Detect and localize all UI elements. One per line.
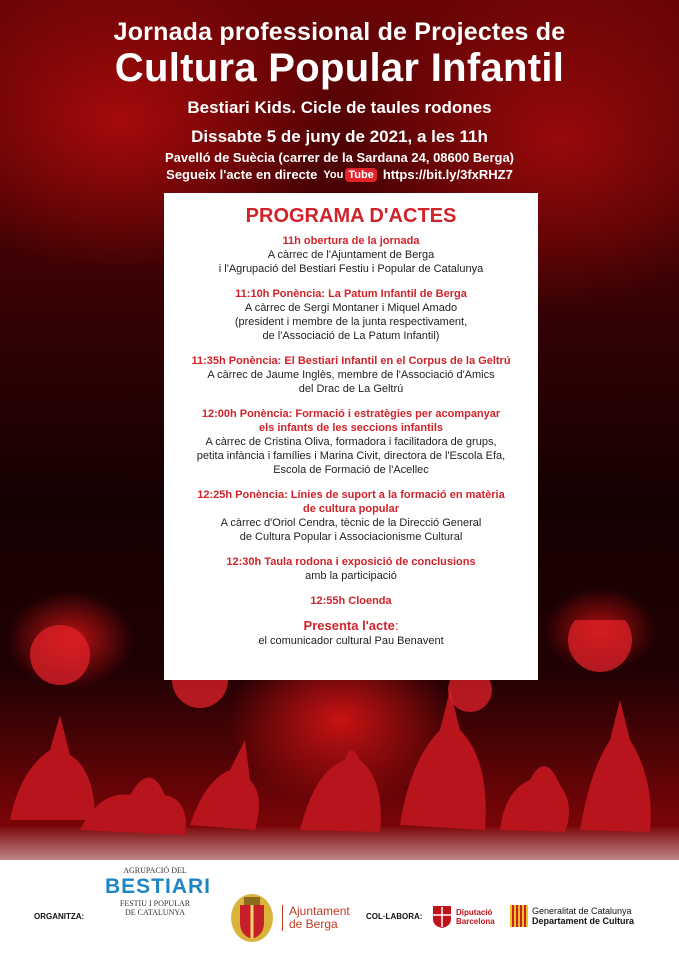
- colabora-label: COL·LABORA:: [366, 912, 423, 921]
- item-title: 11:10h Ponència: La Patum Infantil de Berga: [235, 288, 467, 300]
- bestiari-sub2: DE CATALUNYA: [124, 908, 186, 917]
- organitza-label: ORGANITZA:: [34, 912, 85, 921]
- item-line: (president i membre de la junta respectivament,: [234, 316, 468, 328]
- generalitat-line-1: Generalitat de Catalunya: [532, 906, 632, 916]
- presenter-label: Presenta l'acte: [303, 618, 395, 633]
- program-title: PROGRAMA D'ACTES: [245, 205, 457, 227]
- item-line: A càrrec de l'Ajuntament de Berga: [267, 249, 435, 261]
- item-line: de l'Associació de La Patum Infantil): [262, 330, 440, 342]
- berga-shield-icon: [230, 893, 274, 943]
- item-title: 12:55h Cloenda: [310, 595, 392, 607]
- item-title: 11h obertura de la jornada: [282, 235, 420, 247]
- diputacio-line-1: Diputació: [456, 908, 493, 917]
- ajuntament-logo: [230, 893, 350, 943]
- diputacio-line-2: Barcelona: [456, 917, 495, 926]
- bestiari-name: BESTIARI: [105, 875, 212, 898]
- diputacio-shield-icon: [432, 905, 452, 929]
- item-title: 12:25h Ponència: Línies de suport a la formació en matèria: [197, 489, 505, 501]
- program-item: [164, 407, 538, 477]
- generalitat-line-2: Departament de Cultura: [532, 916, 635, 926]
- title-line-1: Jornada professional de Projectes de: [113, 18, 566, 46]
- item-line: petita infància i famílies i Marina Civit, directora de l'Escola Efa,: [196, 450, 506, 462]
- program-box: [164, 193, 538, 680]
- item-line: A càrrec de Jaume Inglès, membre de l'Associació d'Amics: [207, 369, 495, 381]
- bestiari-logo: [105, 866, 212, 917]
- youtube-icon: [323, 168, 376, 182]
- program-item: [164, 555, 538, 583]
- item-line: i l'Agrupació del Bestiari Festiu i Popular de Catalunya: [218, 263, 484, 275]
- item-line: A càrrec de Sergi Montaner i Miquel Amado: [244, 302, 458, 314]
- item-line: amb la participació: [305, 570, 397, 582]
- youtube-you: You: [323, 168, 344, 181]
- item-title: 12:30h Taula rodona i exposició de conclusions: [226, 556, 476, 568]
- item-line: Escola de Formació de l'Acellec: [273, 464, 429, 476]
- diputacio-logo: [432, 905, 495, 929]
- presenter-name: el comunicador cultural Pau Benavent: [258, 635, 444, 647]
- presenter-block: [164, 619, 538, 648]
- youtube-tube: Tube: [345, 168, 376, 182]
- stream-link[interactable]: https://bit.ly/3fxRHZ7: [382, 167, 513, 182]
- event-date: Dissabte 5 de juny de 2021, a les 11h: [191, 127, 488, 146]
- bestiari-sub1: FESTIU I POPULAR: [119, 899, 191, 908]
- item-line: de Cultura Popular i Associacionisme Cultural: [239, 531, 463, 543]
- subtitle: Bestiari Kids. Cicle de taules rodones: [187, 98, 492, 117]
- item-line: A càrrec de Cristina Oliva, formadora i facilitadora de grups,: [205, 436, 497, 448]
- item-title-cont: els infants de les seccions infantils: [258, 422, 443, 434]
- generalitat-logo: [510, 905, 634, 927]
- bestiari-top: AGRUPACIÓ DEL: [123, 866, 187, 875]
- program-item: [164, 488, 538, 544]
- event-venue: Pavelló de Suècia (carrer de la Sardana 24, 08600 Berga): [164, 150, 515, 165]
- item-title: 11:35h Ponència: El Bestiari Infantil en el Corpus de la Geltrú: [191, 355, 511, 367]
- item-line: del Drac de La Geltrú: [298, 383, 404, 395]
- item-title-cont: de cultura popular: [303, 503, 399, 515]
- ajuntament-line-2: de Berga: [289, 917, 338, 931]
- program-item: [164, 594, 538, 608]
- item-title: 12:00h Ponència: Formació i estratègies per acompanyar: [201, 408, 501, 420]
- stream-line: [0, 167, 679, 182]
- generalitat-flag-icon: [510, 905, 528, 927]
- program-item: [164, 234, 538, 276]
- stream-text: Segueix l'acte en directe: [166, 167, 318, 182]
- presenter-colon: :: [394, 618, 399, 633]
- program-item: [164, 287, 538, 343]
- ajuntament-line-1: Ajuntament: [289, 904, 350, 918]
- program-item: [164, 354, 538, 396]
- item-line: A càrrec d'Oriol Cendra, tècnic de la Direcció General: [220, 517, 482, 529]
- title-line-2: Cultura Popular Infantil: [114, 46, 565, 90]
